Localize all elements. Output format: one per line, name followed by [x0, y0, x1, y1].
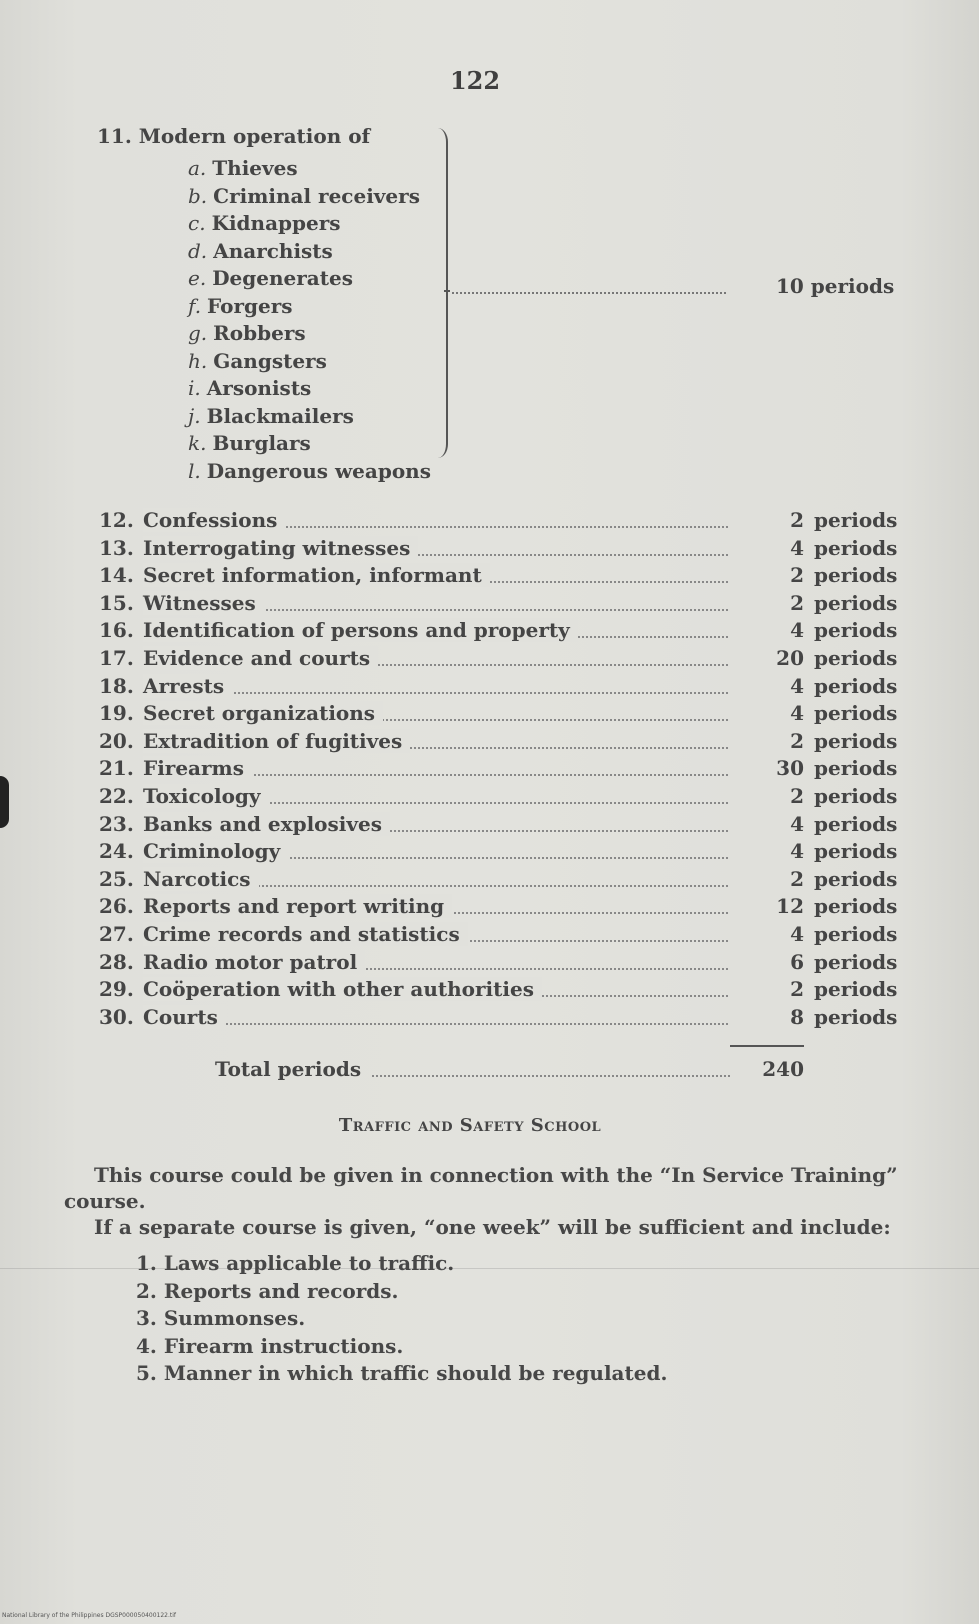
course-item-row: 13. Interrogating witnesses 4 periods: [99, 535, 898, 560]
course-item-row: 26. Reports and report writing 12 periods: [99, 894, 898, 919]
subitem: a. Thieves: [188, 156, 298, 180]
item-11-label: Modern operation of: [138, 124, 371, 148]
bracket-point: [444, 290, 450, 292]
list-item: 2. Reports and records.: [136, 1278, 399, 1303]
course-item-row: 21. Firearms 30 periods: [99, 756, 898, 781]
traffic-course-list: [136, 1251, 667, 1389]
course-item-row: 20. Extradition of fugitives 2 periods: [99, 728, 898, 753]
course-item-row: 24. Criminology 4 periods: [99, 839, 898, 864]
course-item-row: 29. Coöperation with other authorities 2 periods: [99, 977, 898, 1002]
paragraph-line: This course could be given in connection with the “In Service Training”: [94, 1163, 898, 1187]
course-item-row: 25. Narcotics 2 periods: [99, 866, 898, 891]
subitem: d. Anarchists: [188, 238, 333, 263]
course-item-row: 17. Evidence and courts 20 periods: [99, 645, 898, 670]
bracket: [438, 128, 448, 458]
subitem: h. Gangsters: [188, 348, 327, 373]
list-item: 3. Summonses.: [136, 1306, 306, 1330]
subitem: b. Criminal receivers: [188, 183, 420, 208]
section-title: Traffic and Safety School: [338, 1115, 602, 1136]
item-11-subitems: [188, 156, 431, 486]
subitem: i. Arsonists: [188, 376, 312, 400]
dot-leader: [452, 284, 726, 294]
subitem: g. Robbers: [188, 321, 306, 345]
list-item: 5. Manner in which traffic should be regulated.: [136, 1361, 668, 1385]
course-item-row: 22. Toxicology 2 periods: [99, 783, 898, 808]
course-item-row: 30. Courts 8 periods: [99, 1004, 898, 1029]
total-rule: [730, 1045, 804, 1047]
subitem: f. Forgers: [188, 293, 293, 318]
subitem: c. Kidnappers: [188, 211, 341, 235]
course-item-row: 23. Banks and explosives 4 periods: [99, 811, 898, 836]
paragraph-line: If a separate course is given, “one week” will be sufficient and include:: [94, 1215, 891, 1239]
course-item-row: 28. Radio motor patrol 6 periods: [99, 949, 898, 974]
scan-footer: National Library of the Philippines DGSP000050400122.tif: [2, 1612, 177, 1619]
course-item-row: 16. Identification of persons and property 4 periods: [99, 618, 898, 643]
total-value: 240: [762, 1057, 804, 1081]
item-11-title: [97, 124, 370, 148]
paragraph-line: course.: [64, 1189, 146, 1213]
course-item-row: 27. Crime records and statistics 4 periods: [99, 921, 898, 946]
course-item-row: 18. Arrests 4 periods: [99, 673, 898, 698]
dot-leader: [372, 1063, 730, 1077]
subitem: k. Burglars: [188, 431, 311, 455]
total-label: Total periods: [215, 1057, 362, 1081]
subitem: l. Dangerous weapons: [188, 458, 431, 483]
course-item-row: 15. Witnesses 2 periods: [99, 590, 898, 615]
list-item: 1. Laws applicable to traffic.: [136, 1251, 455, 1275]
course-item-row: 14. Secret information, informant 2 periods: [99, 563, 898, 588]
item-11-periods: 10 periods: [776, 274, 895, 298]
subitem: e. Degenerates: [188, 266, 353, 290]
course-items-list: [0, 508, 979, 1032]
list-item: 4. Firearm instructions.: [136, 1333, 404, 1358]
course-item-row: 19. Secret organizations 4 periods: [99, 701, 898, 726]
page-number: 122: [449, 66, 501, 95]
course-item-row: 12. Confessions 2 periods: [99, 508, 898, 532]
subitem: j. Blackmailers: [188, 403, 354, 428]
item-11-number: 11.: [97, 124, 132, 148]
